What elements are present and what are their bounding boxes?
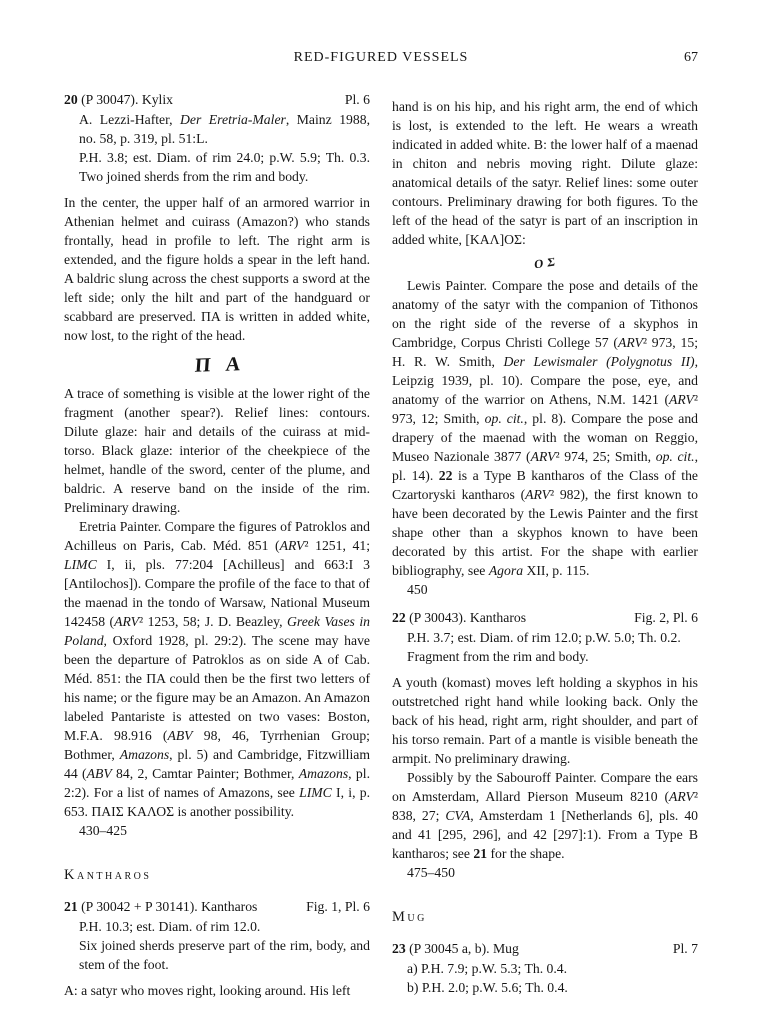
text-run: , Oxford 1928, pl. 29:2). The scene may have been the departure of Patroklos as on side A of Cab. Méd. 851: the ΠΑ could then be the first two letters of his name; or the figure may be an Amazon. An Amazon labeled Pantariste is attested on two vases: Boston, M.F.A. 98.916 ( <box>64 633 370 743</box>
catalog-entry-heading <box>392 608 698 627</box>
entry-number: 21 <box>64 899 78 914</box>
date-range: 450 <box>407 582 428 597</box>
italic-text-run: Der Eretria-Maler <box>180 112 286 127</box>
italic-text-run: Amazons <box>119 747 170 762</box>
text-run: is a Type B kantharos of the Class of the Czartoryski kantharos ( <box>392 468 698 502</box>
bold-text-run: 22 <box>438 468 453 483</box>
bold-text-run: 21 <box>473 846 488 861</box>
text-run: ² 1251, 41; <box>304 538 370 553</box>
section-heading: Kantharos <box>64 867 152 883</box>
catalog-entry-heading <box>64 90 370 109</box>
italic-text-run: Agora <box>488 563 524 578</box>
entry-title-line <box>64 897 257 916</box>
italic-text-run: LIMC <box>64 557 97 572</box>
entry-title: (P 30042 + P 30141). Kantharos <box>77 899 258 914</box>
entry-title-line <box>392 939 519 958</box>
entry-detail-line <box>64 148 370 186</box>
text-run: , pl. 14). <box>392 449 698 483</box>
text-run: b) P.H. 2.0; p.W. 5.6; Th. 0.4. <box>407 980 568 995</box>
entry-detail-line <box>64 936 370 974</box>
text-run: , pl. 8). Compare the pose and drapery of the maenad with the woman on Reggio, Museo Nazionale 3877 ( <box>392 411 699 464</box>
plate-figure-reference: Pl. 7 <box>672 941 698 956</box>
entry-detail-line <box>392 647 698 666</box>
catalog-entry-heading <box>392 939 698 958</box>
entry-title: (P 30043). Kantharos <box>405 610 527 625</box>
plate-figure-reference: Fig. 1, Pl. 6 <box>306 899 370 914</box>
right-column <box>392 90 698 1000</box>
italic-text-run: ABV <box>86 766 112 781</box>
text-run: Possibly by the Sabouroff Painter. Compare the ears on Amsterdam, Allard Pierson Museum 8210 ( <box>392 770 698 804</box>
italic-text-run: ABV <box>167 728 193 743</box>
italic-text-run: op. cit. <box>484 411 524 426</box>
text-run: I, i, p. 653. ΠΑΙΣ ΚΑΛΟΣ is another possibility. <box>64 785 370 819</box>
body-paragraph <box>392 97 698 249</box>
left-column <box>64 90 370 1000</box>
text-run: In the center, the upper half of an armored warrior in Athenian helmet and cuirass (Amazon?) who stands frontally, head in profile to left. The right arm is extended, and the figure holds a spear in the left hand. A baldric slung across the chest supports a sword at the left side; only the hilt and part of the handguard or scabbard are preserved. ΠΑ is written in added white, now lost, to the right of the head. <box>64 195 370 343</box>
inscription-facsimile <box>64 352 370 377</box>
plate-figure-reference: Fig. 2, Pl. 6 <box>634 610 698 625</box>
text-run: a) P.H. 7.9; p.W. 5.3; Th. 0.4. <box>407 961 568 976</box>
text-run: , pl. 2:2). For a list of names of Amazons, see <box>64 766 371 800</box>
text-run: hand is on his hip, and his right arm, the end of which is lost, is extended to the left. He wears a wreath indicated in added white. B: the lower half of a maenad in chiton and nebris moving right. Dilute glaze: anatomical details of the satyr. Relief lines: some outer contours. Preliminary drawing for both figures. To the left of the head of the satyr is part of an inscription in added white, [ΚΑΛ]ΟΣ: <box>392 99 698 247</box>
entry-number: 23 <box>392 941 406 956</box>
date-range: 430–425 <box>79 823 127 838</box>
italic-text-run: Amazons <box>298 766 349 781</box>
inscription-letters: ΠΑ <box>193 352 256 377</box>
text-run: A. Lezzi-Hafter, <box>79 112 181 127</box>
text-run: , Leipzig 1939, pl. 10). Compare the pose, eye, and anatomy of the warrior on Athens, N.M. 1421 ( <box>392 354 698 407</box>
body-paragraph <box>64 981 370 1000</box>
body-paragraph <box>392 768 698 863</box>
text-run: P.H. 3.8; est. Diam. of rim 24.0; p.W. 5.9; Th. 0.3. Two joined sherds from the rim and body. <box>79 150 370 184</box>
text-columns <box>64 90 698 1000</box>
entry-number: 22 <box>392 610 406 625</box>
entry-title-line <box>392 608 526 627</box>
entry-detail-line <box>392 978 698 997</box>
italic-text-run: Der Lewismaler (Polygnotus II) <box>503 354 695 369</box>
text-run: ² 974, 25; Smith, <box>555 449 656 464</box>
text-run: Six joined sherds preserve part of the rim, body, and stem of the foot. <box>79 938 370 972</box>
italic-text-run: ARV <box>525 487 550 502</box>
body-paragraph <box>64 517 370 821</box>
entry-title-line <box>64 90 173 109</box>
text-run: ² 973, 15; H. R. W. Smith, <box>392 335 698 369</box>
entry-number: 20 <box>64 92 78 107</box>
text-run: XII, p. 115. <box>523 563 590 578</box>
text-run: Eretria Painter. Compare the figures of Patroklos and Achilleus on Paris, Cab. Méd. 851 ( <box>64 519 370 553</box>
entry-detail-line <box>64 917 370 936</box>
entry-detail-line <box>392 959 698 978</box>
text-run: P.H. 3.7; est. Diam. of rim 12.0; p.W. 5.0; Th. 0.2. <box>407 630 681 645</box>
italic-text-run: ARV <box>279 538 305 553</box>
text-run: P.H. 10.3; est. Diam. of rim 12.0. <box>79 919 261 934</box>
italic-text-run: ARV <box>114 614 139 629</box>
entry-detail-line <box>64 110 370 148</box>
italic-text-run: ARV <box>669 789 694 804</box>
text-run: Fragment from the rim and body. <box>407 649 589 664</box>
running-head <box>64 50 698 70</box>
plate-figure-reference: Pl. 6 <box>344 92 370 107</box>
body-paragraph <box>64 384 370 517</box>
italic-text-run: ARV <box>530 449 556 464</box>
italic-text-run: ARV <box>669 392 694 407</box>
italic-text-run: Greek Vases in Poland <box>64 614 370 648</box>
italic-text-run: op. cit. <box>655 449 695 464</box>
text-run: , Amsterdam 1 [Netherlands 6], pls. 40 and 41 [295, 296], and 42 [297]:1). From a Type B kantharos; see <box>392 808 699 861</box>
body-paragraph <box>392 673 698 768</box>
text-run: ² 838, 27; <box>392 789 698 823</box>
inscription-facsimile <box>392 254 698 273</box>
text-run: ² 982), the first known to have been decorated by the Lewis Painter and the first shape other than a skyphos known to have been decorated by this artist. For the shape with earlier bibliography, see <box>392 487 698 578</box>
entry-detail-line <box>392 628 698 647</box>
running-head-title: RED-FIGURED VESSELS <box>293 50 469 65</box>
italic-text-run: CVA <box>445 808 471 823</box>
date-range: 475–450 <box>407 865 455 880</box>
section-heading: Mug <box>392 909 427 925</box>
text-run: Lewis Painter. Compare the pose and details of the anatomy of the satyr with the companion of Tithonos on the right side of the reverse of a skyphos in Cambridge, Corpus Christi College 57 ( <box>392 278 698 350</box>
text-run: ² 973, 12; Smith, <box>392 392 698 426</box>
inscription-letters: ΟΣ <box>534 253 560 272</box>
text-run: A youth (komast) moves left holding a skyphos in his outstretched right hand while looking back. Only the back of his head, right arm, right shoulder, and part of his torso remain. Part of a mantle is visible beneath the armpit. No preliminary drawing. <box>392 675 698 766</box>
text-run: , Mainz 1988, no. 58, p. 319, pl. 51:L. <box>79 112 371 146</box>
body-paragraph <box>392 276 698 580</box>
italic-text-run: LIMC <box>299 785 332 800</box>
text-run: A trace of something is visible at the lower right of the fragment (another spear?). Relief lines: contours. Dilute glaze: hair and details of the cuirass at mid-torso. Black glaze: interior of the cheekpiece of the helmet, handle of the sword, center of the plume, and baldric. A reserve band on the inside of the rim. Preliminary drawing. <box>64 386 370 515</box>
text-run: for the shape. <box>487 846 565 861</box>
body-paragraph <box>64 193 370 345</box>
text-run: I, ii, pls. 77:204 [Achilleus] and 663:I 3 [Antilochos]). Compare the profile of the face to that of the maenad in the tondo of Warsaw, National Museum 142458 ( <box>64 557 370 629</box>
text-run: 98, 46, Tyrrhenian Group; Bothmer, <box>64 728 370 762</box>
text-run: , pl. 5) and Cambridge, Fitzwilliam 44 ( <box>64 747 370 781</box>
italic-text-run: ARV <box>617 335 643 350</box>
text-run: ² 1253, 58; J. D. Beazley, <box>138 614 288 629</box>
entry-title: (P 30045 a, b). Mug <box>405 941 519 956</box>
entry-title: (P 30047). Kylix <box>77 92 173 107</box>
page-number: 67 <box>684 50 698 65</box>
text-run: 84, 2, Camtar Painter; Bothmer, <box>111 766 299 781</box>
catalog-entry-heading <box>64 897 370 916</box>
text-run: A: a satyr who moves right, looking around. His left <box>64 983 351 998</box>
